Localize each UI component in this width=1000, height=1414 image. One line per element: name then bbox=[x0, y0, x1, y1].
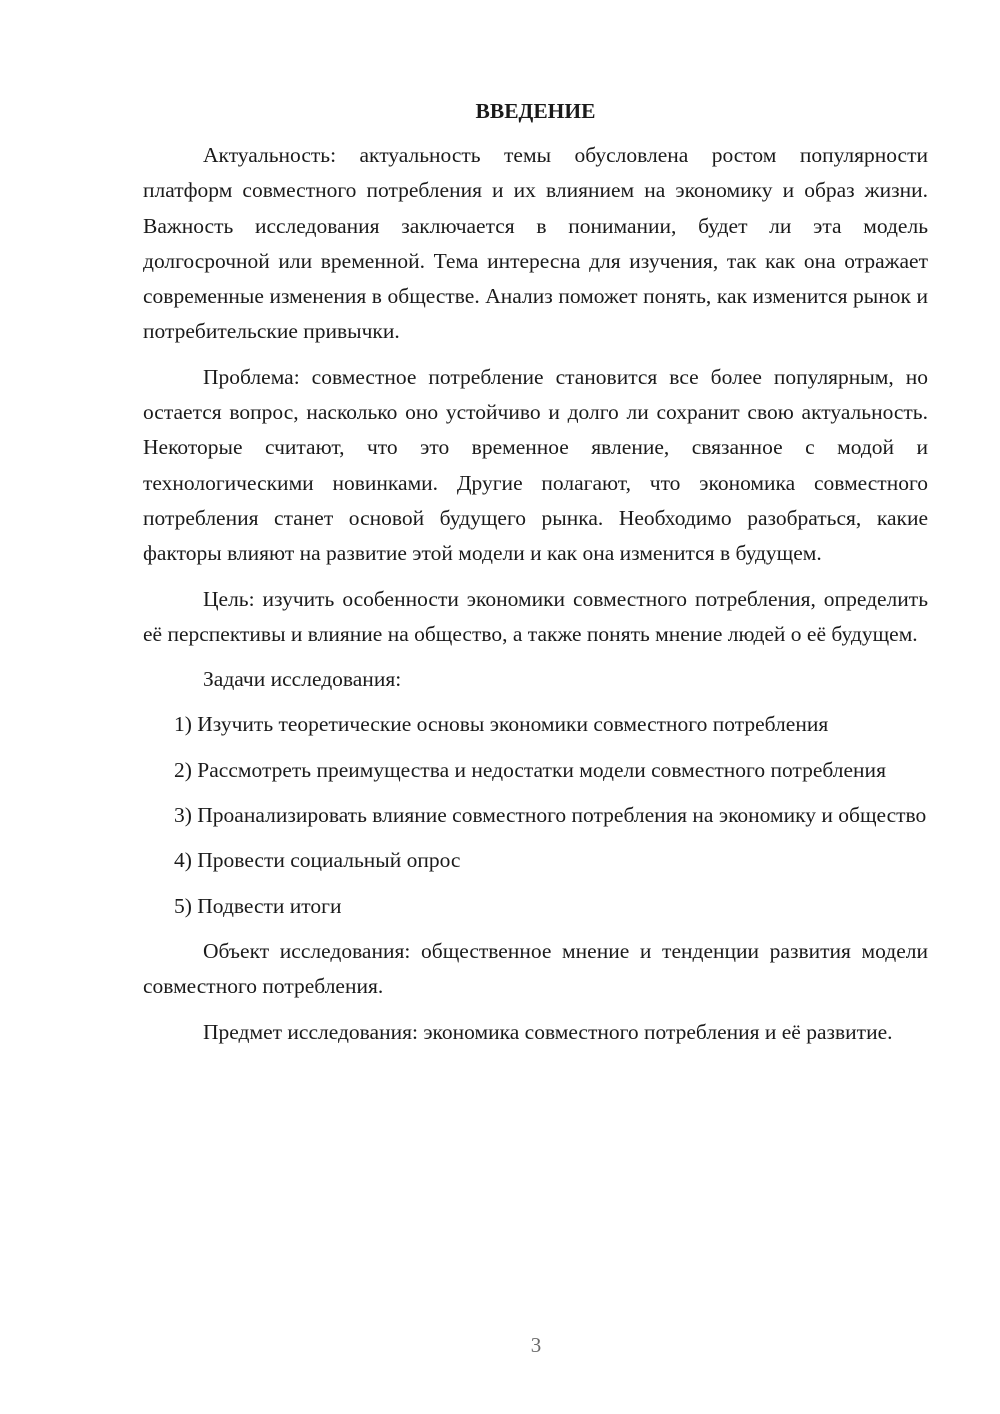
task-item-4: 4) Провести социальный опрос bbox=[174, 848, 461, 873]
relevance-paragraph: Актуальность: актуальность темы обусловлена ростом популярности платформ совместного потребления и их влиянием на экономику и образ жизни. Важность исследования заключается в понимании, будет ли эта модель долгосрочной или временной. Тема интересна для изучения, так как она отражает современные изменения в обществе. Анализ поможет понять, как изменится рынок и потребительские привычки. bbox=[143, 143, 928, 344]
object-paragraph: Объект исследования: общественное мнение и тенденции развития модели совместного потребления. bbox=[143, 938, 928, 999]
task-item-1: 1) Изучить теоретические основы экономики совместного потребления bbox=[174, 712, 829, 737]
task-item-2: 2) Рассмотреть преимущества и недостатки модели совместного потребления bbox=[174, 757, 886, 782]
tasks-title: Задачи исследования: bbox=[203, 667, 402, 692]
page-number: 3 bbox=[530, 1333, 542, 1357]
goal-paragraph: Цель: изучить особенности экономики совместного потребления, определить её перспективы и влияние на общество, а также понять мнение людей о её будущем. bbox=[143, 586, 928, 646]
problem-paragraph: Проблема: совместное потребление становится все более популярным, но остается вопрос, насколько оно устойчиво и долго ли сохранит свою актуальность. Некоторые считают, что это временное явление, связанное с модой и технологическими новинками. Другие полагают, что экономика совместного потребления станет основой будущего рынка. Необходимо разобраться, какие факторы влияют на развитие этой модели и как она изменится в будущем. bbox=[143, 364, 928, 566]
task-item-3: 3) Проанализировать влияние совместного потребления на экономику и общество bbox=[174, 803, 927, 828]
section-heading: ВВЕДЕНИЕ bbox=[475, 99, 596, 123]
task-item-5: 5) Подвести итоги bbox=[174, 893, 342, 918]
page-content bbox=[143, 94, 928, 1060]
subject-paragraph: Предмет исследования: экономика совместного потребления и её развитие. bbox=[203, 1019, 893, 1044]
